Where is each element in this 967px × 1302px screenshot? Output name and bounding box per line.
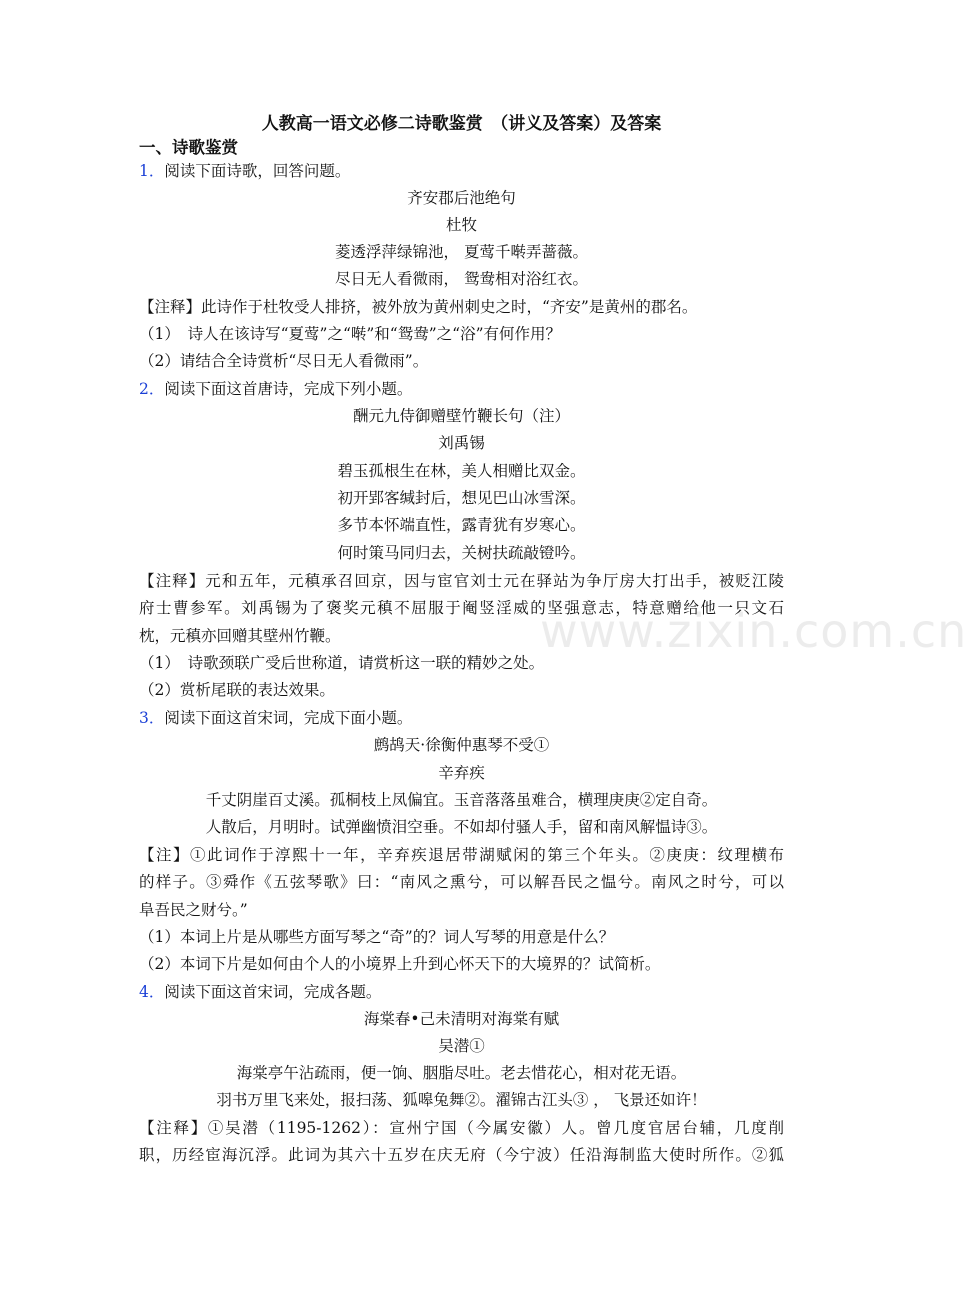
sub-question: （1） 诗人在该诗写“夏莺”之“啭”和“鸳鸯”之“浴”有何作用？ [139,325,562,343]
poem-title: 酬元九侍御赠壁竹鞭长句（注） [352,407,570,425]
poem-title: 鹧鸪天·徐衡仲惠琴不受① [373,736,550,754]
poem-line: 何时策马同归去，关树扶疏敲镫吟。 [337,544,586,562]
annotation: 府士曹参军。刘禹锡为了褒奖元稹不屈服于阉竖淫威的坚强意志，特意赠给他一只文石 [139,599,784,617]
poem-author: 刘禹锡 [438,434,485,452]
question-number: 2． [139,380,165,398]
sub-question: （1）本词上片是从哪些方面写琴之“奇”的？词人写琴的用意是什么？ [139,928,615,946]
section-heading: 一、诗歌鉴赏 [139,138,238,157]
annotation: 【注释】①吴潜（1195-1262）：宣州宁国（今属安徽）人。曾几度官居台辅，几度削 [139,1119,784,1137]
annotation: 的样子。③舜作《五弦琴歌》曰：“南风之熏兮，可以解吾民之愠兮。南风之时兮，可以 [139,873,784,891]
question-1-prompt: 1．阅读下面诗歌，回答问题。 [139,162,351,180]
question-2-prompt: 2．阅读下面这首唐诗，完成下列小题。 [139,380,413,398]
sub-question: （2）请结合全诗赏析“尽日无人看微雨”。 [139,352,429,370]
question-number: 4． [139,983,165,1001]
annotation: 【注】①此词作于淳熙十一年，辛弃疾退居带湖赋闲的第三个年头。②庚庚：纹理横布 [139,846,784,864]
poem-line: 羽书万里飞来处，报扫荡、狐嗥兔舞②。濯锦古江头③ ， 飞景还如许！ [216,1091,707,1109]
annotation: 阜吾民之财兮。” [139,901,248,919]
question-number: 1． [139,162,165,180]
poem-author: 吴潜① [438,1037,485,1055]
question-3-prompt: 3．阅读下面这首宋词，完成下面小题。 [139,709,413,727]
poem-line: 尽日无人看微雨， 鸳鸯相对浴红衣。 [335,270,588,288]
sub-question: （2）本词下片是如何由个人的小境界上升到心怀天下的大境界的？试简析。 [139,955,661,973]
annotation: 【注释】元和五年，元稹承召回京，因与宦官刘士元在驿站为争厅房大打出手，被贬江陵 [139,572,784,590]
sub-question: （2）赏析尾联的表达效果。 [139,681,335,699]
annotation: 【注释】此诗作于杜牧受人排挤，被外放为黄州刺史之时，“齐安”是黄州的郡名。 [139,298,698,316]
poem-author: 杜牧 [445,216,477,234]
poem-line: 海棠亭午沾疏雨，便一饷、胭脂尽吐。老去惜花心，相对花无语。 [236,1064,687,1082]
question-number: 3． [139,709,165,727]
poem-line: 千丈阴崖百丈溪。孤桐枝上凤偏宜。玉音落落虽难合，横理庚庚②定自奇。 [205,791,718,809]
poem-title: 齐安郡后池绝句 [407,189,516,207]
poem-line: 初开郢客缄封后，想见巴山冰雪深。 [337,489,586,507]
watermark: www.zixin.com.cn [540,604,967,658]
poem-line: 碧玉孤根生在林，美人相赠比双金。 [337,462,586,480]
poem-line: 人散后，月明时。试弹幽愤泪空垂。不如却付骚人手，留和南风解愠诗③。 [205,818,718,836]
question-4-prompt: 4．阅读下面这首宋词，完成各题。 [139,983,382,1001]
annotation: 职，历经宦海沉浮。此词为其六十五岁在庆无府（今宁波）任沿海制监大使时所作。②狐 [139,1146,784,1164]
poem-line: 多节本怀端直性，露青犹有岁寒心。 [337,516,586,534]
poem-line: 菱透浮萍绿锦池， 夏莺千啭弄蔷薇。 [335,243,588,261]
document-title: 人教高一语文必修二诗歌鉴赏 （讲义及答案）及答案 [261,114,662,134]
annotation: 枕，元稹亦回赠其壁州竹鞭。 [139,627,341,645]
poem-author: 辛弃疾 [438,764,485,782]
poem-title: 海棠春•己未清明对海棠有赋 [363,1010,560,1028]
sub-question: （1） 诗歌颈联广受后世称道，请赏析这一联的精妙之处。 [139,654,545,672]
